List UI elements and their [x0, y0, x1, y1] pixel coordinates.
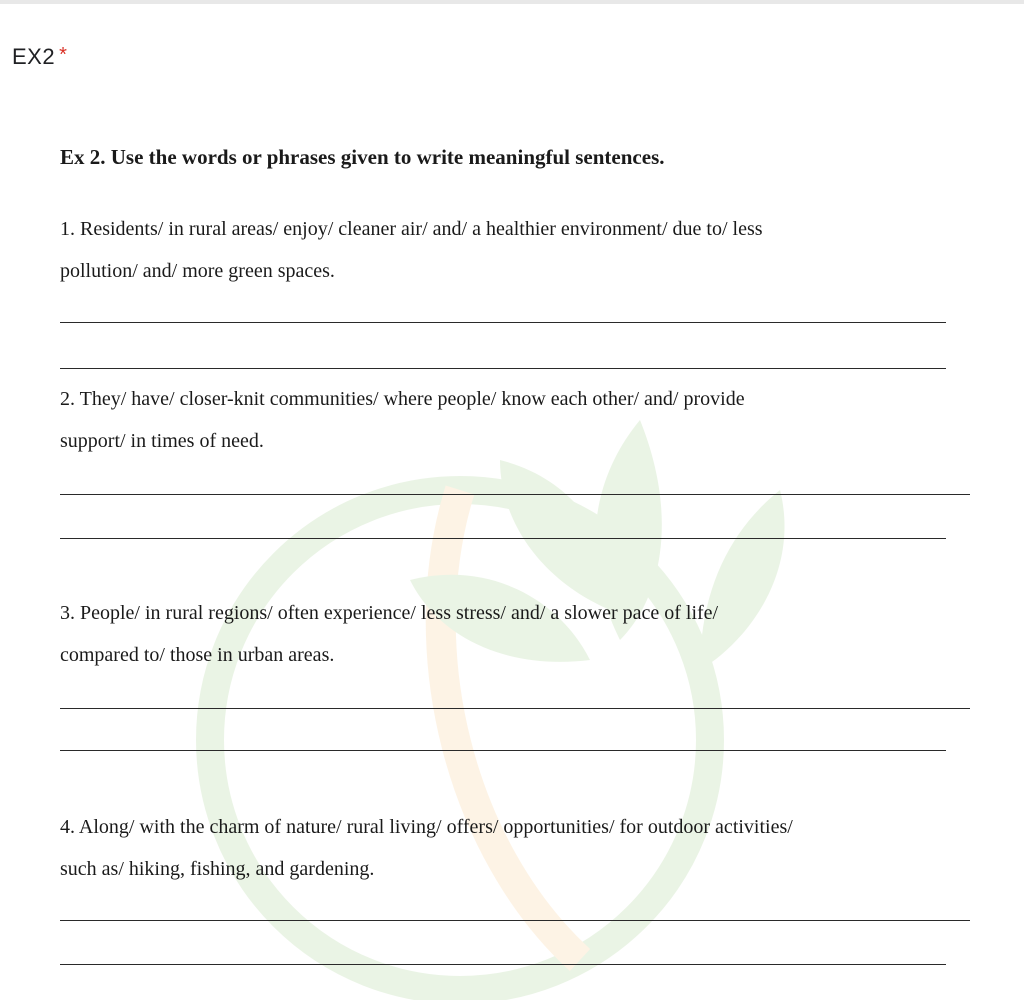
exercise-item-3: [60, 592, 960, 676]
item-1-line-2: pollution/ and/ more green spaces.: [60, 260, 335, 282]
answer-line-1b: [60, 368, 946, 369]
answer-line-1a: [60, 322, 946, 323]
item-3-line-2: compared to/ those in urban areas.: [60, 644, 335, 666]
item-4-line-2: such as/ hiking, fishing, and gardening.: [60, 858, 375, 880]
answer-line-2a: [60, 494, 970, 495]
item-3-line-1: 3. People/ in rural regions/ often experience/ less stress/ and/ a slower pace of life/: [60, 602, 719, 624]
item-2-line-1: 2. They/ have/ closer-knit communities/ where people/ know each other/ and/ provide: [60, 388, 745, 410]
answer-line-3b: [60, 750, 946, 751]
answer-line-2b: [60, 538, 946, 539]
exercise-item-1: [60, 208, 960, 292]
exercise-item-4: [60, 806, 990, 890]
exercise-item-2: [60, 378, 960, 462]
worksheet-image: [0, 100, 1024, 988]
item-2-line-2: support/ in times of need.: [60, 430, 264, 452]
required-asterisk: *: [59, 44, 68, 66]
question-title-text: EX2: [12, 44, 56, 69]
answer-line-4a: [60, 920, 970, 921]
leaf-logo-watermark: [160, 400, 860, 1000]
question-title: [12, 44, 67, 70]
answer-line-4b: [60, 964, 946, 965]
exercise-heading: Ex 2. Use the words or phrases given to write meaningful sentences.: [60, 145, 665, 169]
answer-line-3a: [60, 708, 970, 709]
header-divider: [0, 0, 1024, 4]
item-1-line-1: 1. Residents/ in rural areas/ enjoy/ cleaner air/ and/ a healthier environment/ due to/ less: [60, 218, 763, 240]
item-4-line-1: 4. Along/ with the charm of nature/ rural living/ offers/ opportunities/ for outdoor activities/: [60, 816, 793, 838]
